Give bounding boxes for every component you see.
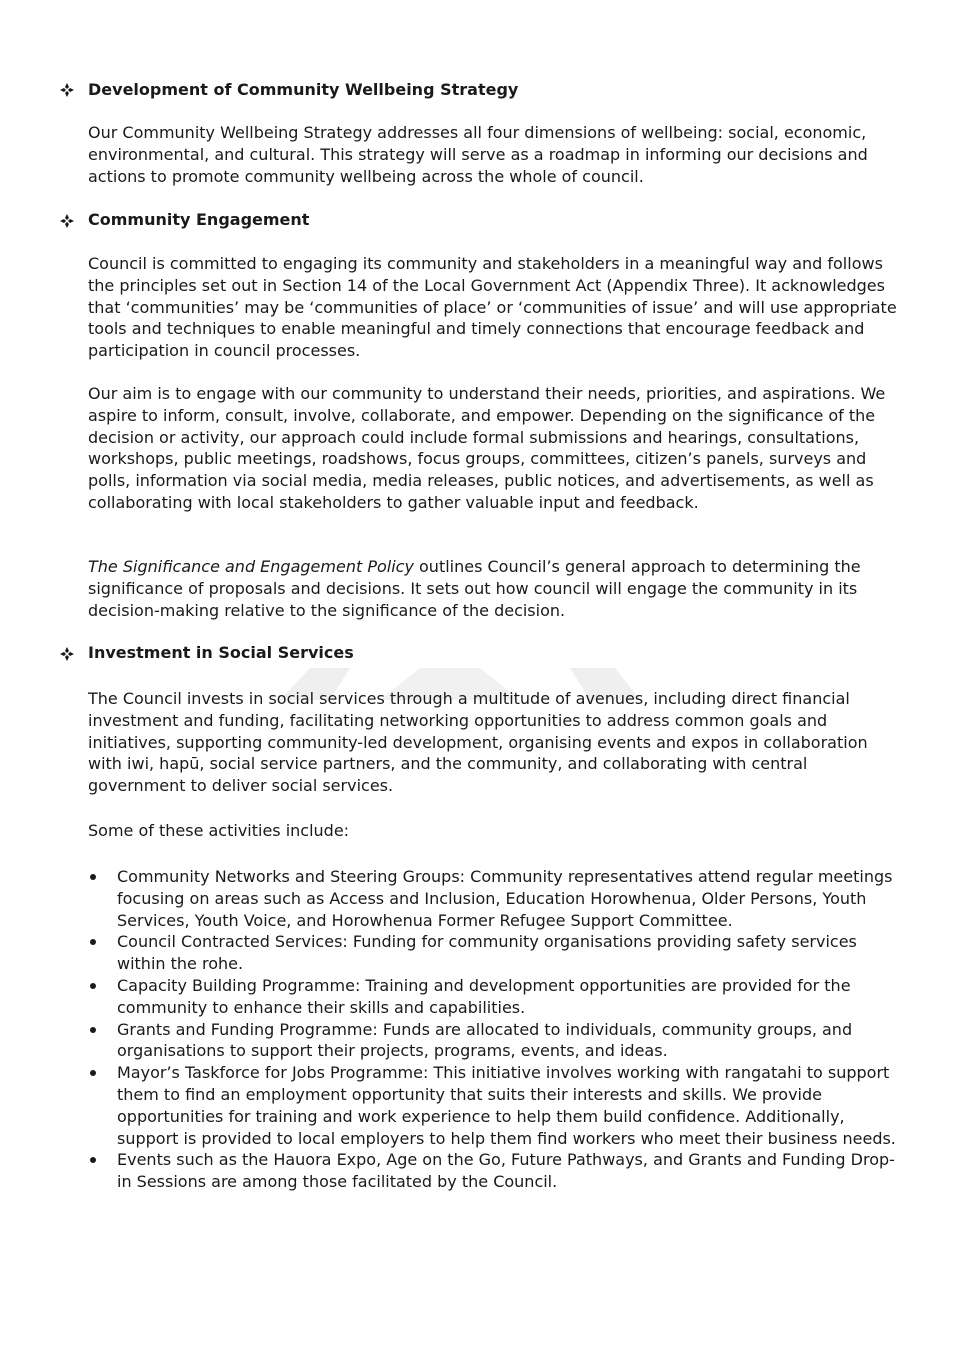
list-item-text: Events such as the Hauora Expo, Age on the Go, Future Pathways, and Grants and Funding Drop-in Sessions are among those facilitated by the Council. xyxy=(117,1150,895,1192)
policy-title: The Significance and Engagement Policy xyxy=(88,557,414,576)
section-heading: Community Engagement xyxy=(88,210,310,229)
diamond-bullet-icon xyxy=(59,213,75,229)
list-item-text: Capacity Building Programme: Training and development opportunities are provided for the community to enhance their skills and capabilities. xyxy=(117,975,851,1017)
paragraph: Our Community Wellbeing Strategy addresses all four dimensions of wellbeing: social, economic, environmental, and cultural. This strategy will serve as a roadmap in informing our decisions and actions to promote community wellbeing across the whole of council. xyxy=(88,123,868,186)
section-heading: Investment in Social Services xyxy=(88,643,354,662)
list-item-text: Mayor’s Taskforce for Jobs Programme: This initiative involves working with rangatahi to support them to find an employment opportunity that suits their interests and skills. We provide opportunities for training and work experience to help them build confidence. Additionally, support is provided to local employers to help them find workers who meet their business needs. xyxy=(117,1063,896,1148)
activities-list xyxy=(88,866,900,1193)
bullet-icon xyxy=(90,1027,96,1033)
list-item-text: Council Contracted Services: Funding for community organisations providing safety services within the rohe. xyxy=(117,932,857,974)
bullet-icon xyxy=(90,1157,96,1163)
diamond-bullet-icon xyxy=(59,82,75,98)
list-item xyxy=(88,866,900,931)
diamond-bullet-icon xyxy=(59,646,75,662)
list-item-text: Grants and Funding Programme: Funds are allocated to individuals, community groups, and organisations to support their projects, programs, events, and ideas. xyxy=(117,1019,853,1061)
list-item xyxy=(88,1019,900,1063)
list-item xyxy=(88,1062,900,1149)
bullet-icon xyxy=(90,1070,96,1076)
paragraph: The Council invests in social services through a multitude of avenues, including direct financial investment and funding, facilitating networking opportunities to address common goals and initiatives, supporting community-led development, organising events and expos in collaboration with iwi, hapū, social service partners, and the community, and collaborating with central government to deliver social services. xyxy=(88,689,868,796)
list-item xyxy=(88,975,900,1019)
bullet-icon xyxy=(90,983,96,989)
list-item-text: Community Networks and Steering Groups: Community representatives attend regular meetings focusing on areas such as Access and Inclusion, Education Horowhenua, Older Persons, Youth Services, Youth Voice, and Horowhenua Former Refugee Support Committee. xyxy=(117,867,893,930)
list-item xyxy=(88,1149,900,1193)
paragraph: Our aim is to engage with our community to understand their needs, priorities, and aspirations. We aspire to inform, consult, involve, collaborate, and empower. Depending on the significance of the decision or activity, our approach could include formal submissions and hearings, consultations, workshops, public meetings, roadshows, focus groups, committees, citizen’s panels, surveys and polls, information via social media, media releases, public notices, and advertisements, as well as collaborating with local stakeholders to gather valuable input and feedback. xyxy=(88,384,886,512)
policy-paragraph xyxy=(88,556,900,621)
bullet-icon xyxy=(90,939,96,945)
bullet-icon xyxy=(90,874,96,880)
list-item xyxy=(88,931,900,975)
section-heading: Development of Community Wellbeing Strategy xyxy=(88,80,519,99)
paragraph: Council is committed to engaging its community and stakeholders in a meaningful way and follows the principles set out in Section 14 of the Local Government Act (Appendix Three). It acknowledges that ‘communities’ may be ‘communities of place’ or ‘communities of issue’ and will use appropriate tools and techniques to enable meaningful and timely connections that encourage feedback and participation in council processes. xyxy=(88,254,897,361)
policy-description: outlines Council’s general approach to determining the significance of proposals and decisions. It sets out how council will engage the community in its decision-making relative to the significance of the decision. xyxy=(88,557,861,620)
paragraph: Some of these activities include: xyxy=(88,821,350,840)
